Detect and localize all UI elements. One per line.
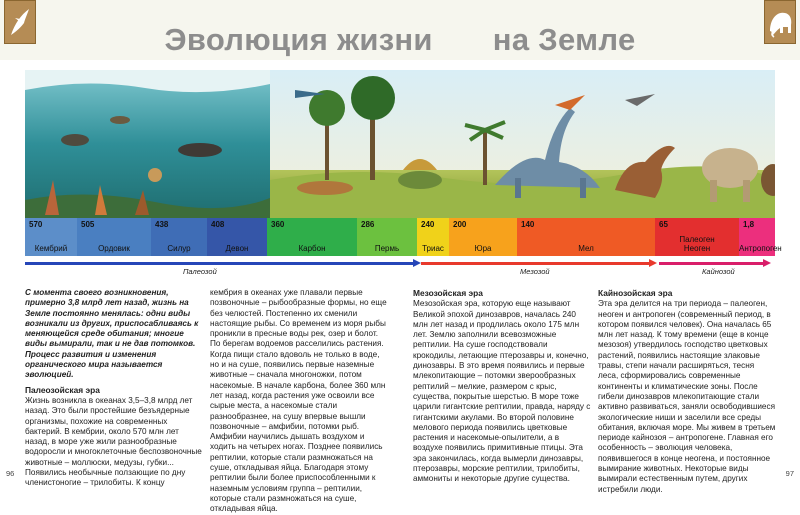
period-start: 65 xyxy=(659,220,668,229)
mesozoic-arrow-head xyxy=(649,259,657,267)
paleozoic-text: Жизнь возникла в океанах 3,5–3,8 млрд лет назад. Это были простейшие безъядерные организмы, похожие на современных бактерий. В кембрии, около 570 млн лет назад, в море уже жили разнообразные водоросли и многоклеточные беспозвоночные животные – моллюски, медузы, губки... Появились необычные ползающие по дну членистоногие – трилобиты. К концу xyxy=(25,395,202,488)
column-1 xyxy=(25,288,203,489)
page-number-right: 97 xyxy=(785,469,794,478)
paleozoic-heading: Палеозойская эра xyxy=(25,384,100,395)
period-segment xyxy=(25,218,77,256)
geological-periods-strip xyxy=(25,218,782,256)
evolution-illustration xyxy=(25,70,775,218)
period-start: 1,8 xyxy=(743,220,755,229)
period-name: Палеоген Неоген xyxy=(679,235,715,253)
mesozoic-arrow xyxy=(421,262,651,265)
period-start: 286 xyxy=(361,220,375,229)
column-4 xyxy=(598,288,776,495)
intro-paragraph: С момента своего возникновения, примерно 3,8 млрд лет назад, жизнь на Земле постоянно менялась: одни виды возникали из других, приспосабливаясь к меняющейся среде обитания; многие виды вымирали, так и не дав потомков. Процесс развития и изменения органического мира называется эволюцией. xyxy=(25,288,199,380)
period-name: Девон xyxy=(225,244,249,253)
period-start: 570 xyxy=(29,220,43,229)
period-name: Кембрий xyxy=(34,244,68,253)
period-segment xyxy=(357,218,417,256)
cenozoic-arrow xyxy=(659,262,765,265)
mesozoic-heading: Мезозойская эра xyxy=(413,288,483,298)
period-segment xyxy=(517,218,655,256)
period-name: Пермь xyxy=(374,244,400,253)
period-start: 438 xyxy=(155,220,169,229)
title-part-1: Эволюция жизни xyxy=(164,22,433,57)
period-segment xyxy=(655,218,739,256)
paleozoic-label: Палеозой xyxy=(183,267,217,276)
cenozoic-label: Кайнозой xyxy=(702,267,735,276)
title-part-2: на Земле xyxy=(492,22,636,57)
cenozoic-text: Эта эра делится на три периода – палеоген, неоген и антропоген (современный период, в котором появился человек). Она началась 65 млн лет назад. К тому времени (еще в конце мезозоя) утвердилось господство цветковых растений, появились настоящие злаковые травы, степи начали расширяться, тесня леса, сформировались современные континенты и климатические зоны. После гибели динозавров млекопитающие стали активно развиваться, заняли освободившиеся экологические ниши и заселили все среды обитания, включая море. Мы живем в третьем периоде кайнозоя – антропогене. Главная его особенность – эволюция человека, появившегося в конце неогена, и постоянное вымирание животных. Некоторые виды вымирали естественным путем, других истребили люди. xyxy=(598,299,776,494)
column-3 xyxy=(413,288,591,485)
page-number-left: 96 xyxy=(6,469,15,478)
column-2-text: кембрия в океанах уже плавали первые позвоночные – рыбообразные формы, но еще без челюстей. Постепенно их сменили настоящие рыбы. Со временем из моря рыбы проникли в пресные воды рек, озер и болот. По берегам водоемов расселились растения. Когда пищи стало вдоволь не только в воде, но и на суше, появились первые наземные животные – сначала многоножки, потом насекомые. В начале карбона, более 360 млн лет назад, когда растения уже освоили все сырые места, а насекомые стали разнообразнее, на сушу впервые вышли позвоночные – амфибии, потомки рыб. Амфибии научились дышать воздухом и ходить на четырех ногах. Позднее появились рептилии, которые стали размножаться на суше, откладывая яйца. Благодаря этому рептилии были более приспособленными к наземным условиям группа – рептилии, которые стали размножаться на суше, откладывая яйца. xyxy=(210,288,387,514)
period-segment xyxy=(417,218,449,256)
period-name: Ордовик xyxy=(98,244,130,253)
period-name: Мел xyxy=(578,244,594,253)
period-segment xyxy=(267,218,357,256)
period-name: Триас xyxy=(422,244,444,253)
period-segment xyxy=(449,218,517,256)
period-name: Карбон xyxy=(298,244,326,253)
paleozoic-arrow xyxy=(25,262,417,265)
mesozoic-label: Мезозой xyxy=(520,267,550,276)
period-start: 505 xyxy=(81,220,95,229)
mesozoic-text: Мезозойская эра, которую еще называют Великой эпохой динозавров, началась 240 млн лет назад и продлилась около 175 млн лет. Землю заполнили всевозможные рептилии. На суше господствовали крокодилы, летающие птерозавры и, конечно, динозавры. В это время появились и первые млекопитающие – потомки зверообразных рептилий – мелкие, размером с крыс, существа, покрытые шерстью. В море тоже царили гигантские рептилии, правда, наряду с гигантскими акулами. Во второй половине мелового периода появились цветковые растения и насекомые-опылители, а в воздухе появились примитивные птицы. Эта эра закончилась, когда вымерли динозавры, птерозавры, морские рептилии, трилобиты, аммониты и некоторые другие существа. xyxy=(413,299,591,484)
period-name: Силур xyxy=(167,244,191,253)
period-start: 360 xyxy=(271,220,285,229)
period-start: 408 xyxy=(211,220,225,229)
cenozoic-arrow-head xyxy=(763,259,771,267)
cenozoic-heading: Кайнозойская эра xyxy=(598,288,673,298)
evolution-scene-art xyxy=(25,70,775,218)
period-name: Юра xyxy=(474,244,492,253)
period-segment xyxy=(207,218,267,256)
period-name: Антропоген xyxy=(739,244,782,253)
paleozoic-arrow-head xyxy=(413,259,421,267)
era-arrows xyxy=(25,258,775,280)
period-segment xyxy=(77,218,151,256)
column-2 xyxy=(210,288,388,515)
period-start: 140 xyxy=(521,220,535,229)
period-segment xyxy=(739,218,782,256)
period-start: 240 xyxy=(421,220,435,229)
page-title xyxy=(0,22,800,58)
period-start: 200 xyxy=(453,220,467,229)
period-segment xyxy=(151,218,207,256)
